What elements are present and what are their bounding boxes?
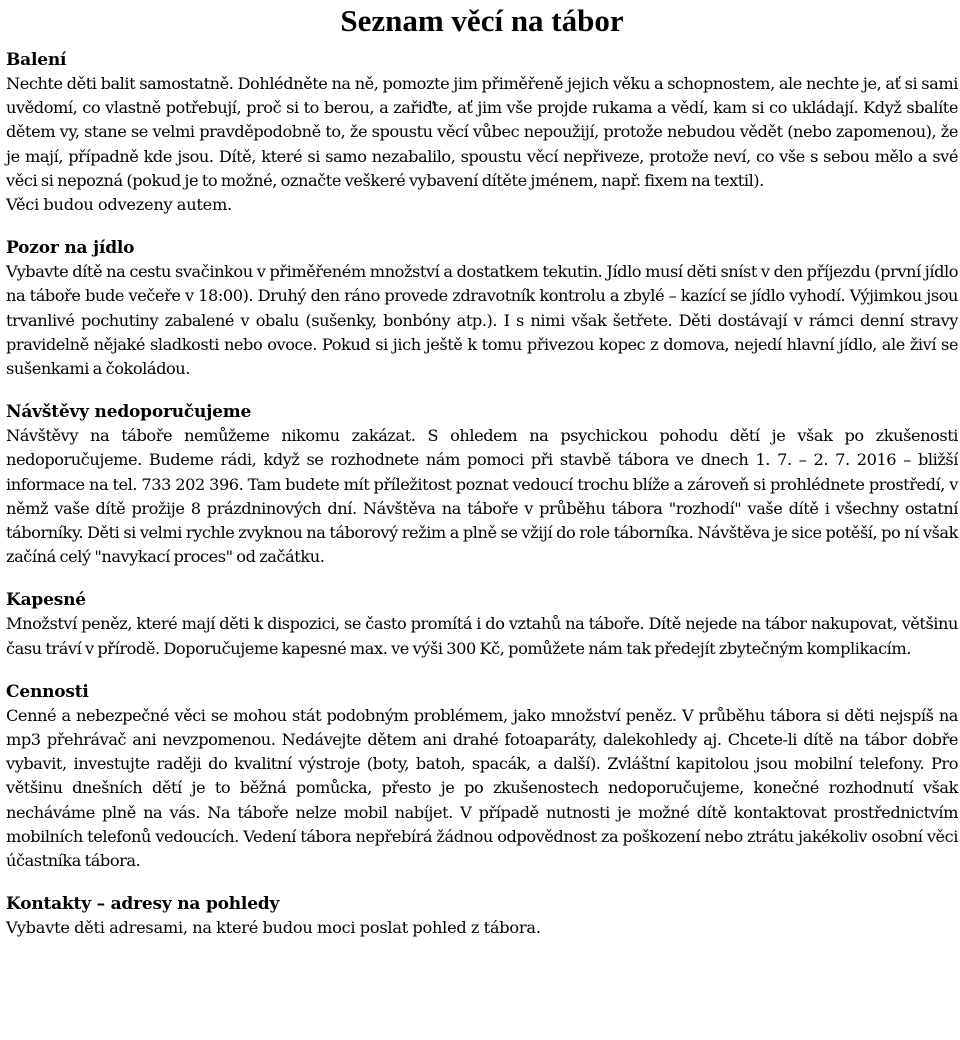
section-kontakty	[6, 892, 958, 940]
section-baleni	[6, 48, 958, 217]
section-paragraph: Cenné a nebezpečné věci se mohou stát podobným problémem, jako množství peněz. V průběhu tábora si děti nejspíš na mp3 přehrávač ani nevzpomenou. Nedávejte dětem ani drahé fotoaparáty, dalekohledy aj. Chcete-li dítě na tábor dobře vybavit, investujte raději do kvalitní výstroje (boty, batoh, spacák, a další). Zvláštní kapitolou jsou mobilní telefony. Pro většinu dnešních dětí je to běžná pomůcka, přesto je po zkušenostech nedoporučujeme, konečné rozhodnutí však necháváme plně na vás. Na táboře nelze mobil nabíjet. V případě nutnosti je možné dítě kontaktovat prostřednictvím mobilních telefonů vedoucích. Vedení tábora nepřebírá žádnou odpovědnost za poškození nebo ztrátu jakékoliv osobní věci účastníka tábora.	[6, 705, 958, 871]
section-paragraph: Vybavte dítě na cestu svačinkou v přiměřeném množství a dostatkem tekutin. Jídlo musí děti sníst v den příjezdu (první jídlo na táboře bude večeře v 18:00). Druhý den ráno provede zdravotník kontrolu a zbylé – kazící se jídlo vyhodí. Výjimkou jsou trvanlivé pochutiny zabalené v obalu (sušenky, bonbóny atp.). I s nimi však šetřete. Děti dostávají v rámci denní stravy pravidelně nějaké sladkosti nebo ovoce. Pokud si jich ještě k tomu přivezou kopec z domova, nejedí hlavní jídlo, ale živí se sušenkami a čokoládou.	[6, 262, 958, 379]
section-paragraph: Množství peněz, které mají děti k dispozici, se často promítá i do vztahů na táboře. Dítě nejede na tábor nakupovat, většinu času tráví v přírodě. Doporučujeme kapesné max. ve výši 300 Kč, pomůžete nám tak předejít zbytečným komplikacím.	[6, 614, 958, 658]
section-paragraph: Nechte děti balit samostatně. Dohlédněte na ně, pomozte jim přiměřeně jejich věku a schopnostem, ale nechte je, ať si sami uvědomí, co vlastně potřebují, proč si to berou, a zařiďte, ať jim vše projde rukama a vědí, kam si co ukládají. Když sbalíte dětem vy, stane se velmi pravděpodobně to, že spoustu věcí vůbec nepoužijí, protože nebudou vědět (nebo zapomenou), že je mají, případně kde jsou. Dítě, které si samo nezabalilo, spoustu věcí nepřiveze, protože neví, co vše s sebou mělo a své věci si nepozná (pokud je to možné, označte veškeré vybavení dítěte jménem, např. fixem na textil).	[6, 74, 958, 190]
section-heading: Kapesné	[6, 590, 86, 611]
page-title: Seznam věcí na tábor	[340, 3, 624, 38]
section-heading: Cennosti	[6, 681, 89, 702]
section-paragraph: Vybavte děti adresami, na které budou moci poslat pohled z tábora.	[6, 918, 541, 938]
section-pozor-na-jidlo	[6, 236, 958, 381]
section-cennosti	[6, 680, 958, 873]
section-heading: Balení	[6, 50, 67, 70]
section-paragraph: Věci budou odvezeny autem.	[6, 195, 232, 215]
section-navstevy	[6, 400, 958, 569]
section-heading: Návštěvy nedoporučujeme	[6, 402, 252, 423]
section-heading: Pozor na jídlo	[6, 238, 135, 259]
section-heading: Kontakty – adresy na pohledy	[6, 894, 280, 915]
section-kapesne	[6, 588, 958, 660]
document-page	[6, 0, 958, 959]
section-paragraph: Návštěvy na táboře nemůžeme nikomu zakázat. S ohledem na psychickou pohodu dětí je však po zkušenosti nedoporučujeme. Budeme rádi, když se rozhodnete nám pomoci při stavbě tábora ve dnech 1. 7. – 2. 7. 2016 – bližší informace na tel. 733 202 396. Tam budete mít příležitost poznat vedoucí trochu blíže a zároveň si prohlédnete prostředí, v němž vaše dítě prožije 8 prázdninových dní. Návštěva na táboře v průběhu tábora "rozhodí" vaše dítě i všechny ostatní táborníky. Děti si velmi rychle zvyknou na táborový režim a plně se vžijí do role táborníka. Návštěva je sice potěší, po ní však začíná celý "navykací proces" od začátku.	[6, 426, 958, 567]
